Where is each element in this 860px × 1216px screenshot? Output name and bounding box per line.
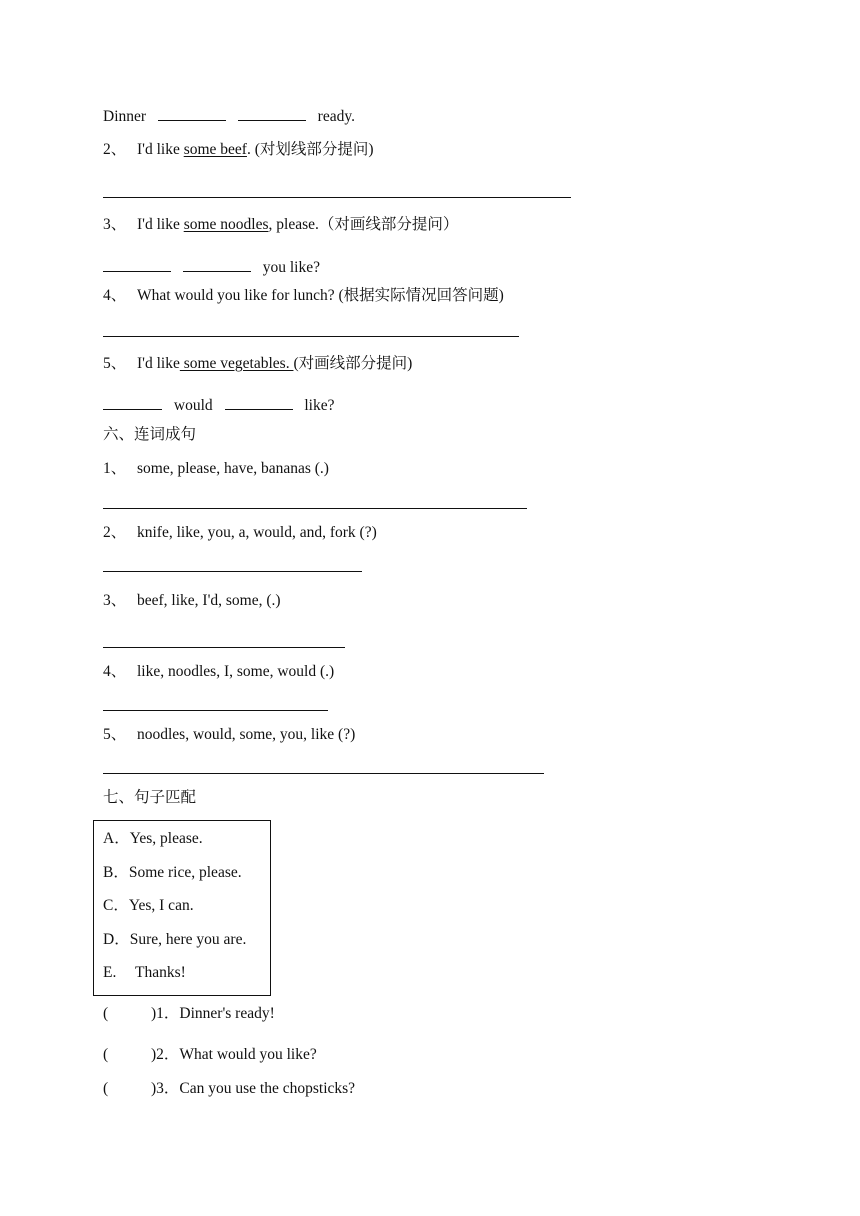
underlined-phrase: some beef [183,141,247,158]
question-number: 5、 [103,726,127,743]
question-text: What would you like? [179,1046,317,1063]
question-text: some, please, have, bananas (.) [137,460,329,477]
option-text: Thanks! [135,964,186,981]
section-title: 七、句子匹配 [103,789,197,806]
answer-line-5-3 [103,257,320,277]
answer-line[interactable] [103,710,328,711]
answer-text: would [173,397,213,414]
answer-line[interactable] [103,336,519,337]
option-label: C． [103,897,129,914]
option-text: Some rice, please. [128,864,242,881]
answer-line[interactable] [103,508,527,509]
question-text: I'd like [137,141,184,158]
section-title: 六、连词成句 [103,426,197,443]
question-number: 5、 [103,355,127,372]
underlined-phrase: some noodles [183,216,269,233]
option-text: Yes, I can. [128,897,194,914]
answer-line[interactable] [103,773,544,774]
option-text: Sure, here you are. [129,931,247,948]
option-b [103,864,242,882]
answer-blank[interactable] [238,106,306,121]
question-text: I'd like [137,216,184,233]
option-label: B． [103,864,129,881]
question-text: like, noodles, I, some, would (.) [137,663,335,680]
question-number: )2． [151,1046,180,1063]
underlined-phrase: some vegetables. [179,355,294,372]
question-6-5 [103,726,355,744]
question-number: 2、 [103,524,127,541]
answer-blank[interactable] [103,257,171,272]
question-number: )1． [151,1005,180,1022]
option-c [103,897,194,915]
question-text: What would you like for lunch? (根据实际情况回答问题) [137,287,504,304]
question-text: Dinner's ready! [179,1005,275,1022]
answer-blank[interactable] [103,395,162,410]
question-5-3 [103,216,458,234]
answer-paren-open[interactable]: ( [103,1080,109,1097]
question-number: )3． [151,1080,180,1097]
match-question-3 [103,1080,355,1098]
question-5-2 [103,141,374,159]
match-question-2 [103,1046,317,1064]
dinner-ready-line [103,106,355,126]
question-5-5 [103,355,412,373]
question-text: . (对划线部分提问) [246,141,374,158]
answer-line-5-5 [103,395,335,415]
option-d [103,931,246,949]
question-number: 4、 [103,287,127,304]
answer-line[interactable] [103,197,571,198]
question-text: knife, like, you, a, would, and, fork (?) [137,524,377,541]
question-text: I'd like [137,355,180,372]
question-6-3 [103,592,281,610]
option-e [103,964,186,982]
question-number: 2、 [103,141,127,158]
answer-paren-open[interactable]: ( [103,1005,109,1022]
answer-text: you like? [262,259,320,276]
answer-text: like? [304,397,335,414]
question-text: Can you use the chopsticks? [179,1080,356,1097]
question-6-1 [103,460,329,478]
question-number: 3、 [103,216,127,233]
answer-line[interactable] [103,571,362,572]
question-text: (对画线部分提问) [293,355,413,372]
question-6-4 [103,663,334,681]
question-5-4 [103,287,504,305]
answer-blank[interactable] [183,257,251,272]
answer-paren-open[interactable]: ( [103,1046,109,1063]
question-text: noodles, would, some, you, like (?) [137,726,356,743]
question-text: , please.（对画线部分提问） [268,216,459,233]
question-number: 1、 [103,460,127,477]
option-label: A． [103,830,130,847]
sentence-word: ready. [317,108,355,125]
question-number: 4、 [103,663,127,680]
question-text: beef, like, I'd, some, (.) [137,592,281,609]
answer-blank[interactable] [158,106,226,121]
answer-line[interactable] [103,647,345,648]
option-label: D． [103,931,130,948]
sentence-word: Dinner [103,108,147,125]
question-6-2 [103,524,377,542]
answer-blank[interactable] [225,395,293,410]
option-label: E. [103,964,117,981]
option-a [103,830,203,848]
question-number: 3、 [103,592,127,609]
match-question-1 [103,1005,275,1023]
option-text: Yes, please. [129,830,203,847]
